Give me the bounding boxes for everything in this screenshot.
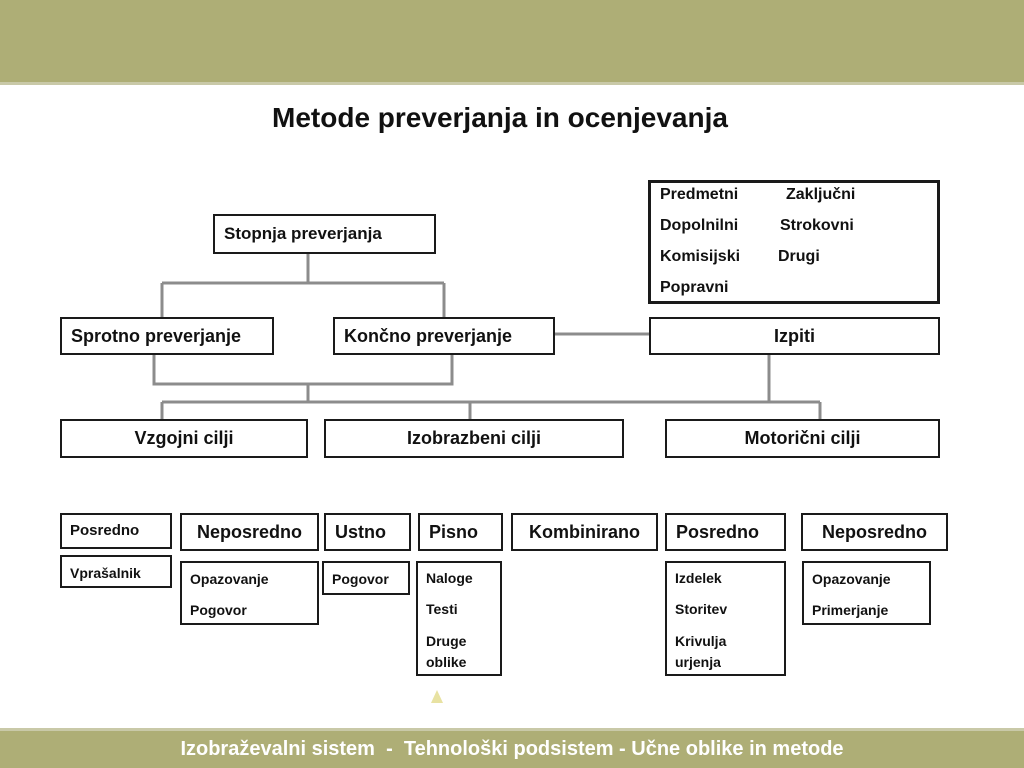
- node-motoricni-cilji: Motorični cilji: [665, 419, 940, 458]
- node-stopnja-preverjanja: Stopnja preverjanja: [213, 214, 436, 254]
- decorative-mark: [431, 690, 443, 703]
- method-ustno: Ustno: [324, 513, 411, 551]
- method-neposredno: Neposredno: [801, 513, 948, 551]
- node-koncno-preverjanje: Končno preverjanje: [333, 317, 555, 355]
- exam-type: Drugi: [778, 248, 820, 265]
- list-item: Opazovanje: [812, 571, 891, 587]
- list-item: Naloge: [426, 570, 473, 586]
- page-title: Metode preverjanja in ocenjevanja: [272, 102, 728, 133]
- exam-type: Zaključni: [786, 186, 856, 203]
- node-sprotno-preverjanje: Sprotno preverjanje: [60, 317, 274, 355]
- sub-ustno-list: [322, 561, 410, 595]
- sub-pisno-list: [416, 561, 502, 676]
- sub-posredno-list: [665, 561, 786, 676]
- list-item: Testi: [426, 601, 458, 617]
- method-pisno: Pisno: [418, 513, 503, 551]
- list-item: Storitev: [675, 601, 728, 617]
- list-item: Pogovor: [190, 602, 247, 618]
- exam-type: Dopolnilni: [660, 217, 739, 234]
- sub-posredno-list: [60, 555, 172, 588]
- sub-neposredno-list: [802, 561, 931, 625]
- method-neposredno: Neposredno: [180, 513, 319, 551]
- list-item: Opazovanje: [190, 571, 269, 587]
- list-item: Primerjanje: [812, 602, 889, 618]
- node-vzgojni-cilji: Vzgojni cilji: [60, 419, 308, 458]
- node-izobrazbeni-cilji: Izobrazbeni cilji: [324, 419, 624, 458]
- list-item: Izdelek: [675, 570, 722, 586]
- node-izpiti: Izpiti: [649, 317, 940, 355]
- method-posredno: Posredno: [60, 513, 172, 549]
- exam-type: Predmetni: [660, 186, 739, 203]
- method-posredno: Posredno: [665, 513, 786, 551]
- list-item: Pogovor: [332, 571, 389, 587]
- exam-type: Popravni: [660, 279, 729, 296]
- sub-neposredno-list: [180, 561, 319, 625]
- method-kombinirano: Kombinirano: [511, 513, 658, 551]
- list-item: Krivulja urjenja: [675, 633, 727, 670]
- exam-type: Strokovni: [780, 217, 854, 234]
- list-item: Druge oblike: [426, 633, 467, 670]
- list-item: Vprašalnik: [70, 565, 141, 581]
- exam-type: Komisijski: [660, 248, 741, 265]
- exam-types-box: [648, 180, 940, 304]
- footer-band: [0, 728, 1024, 768]
- footer-text: Izobraževalni sistem - Tehnološki podsistem - Učne oblike in metode: [180, 738, 844, 760]
